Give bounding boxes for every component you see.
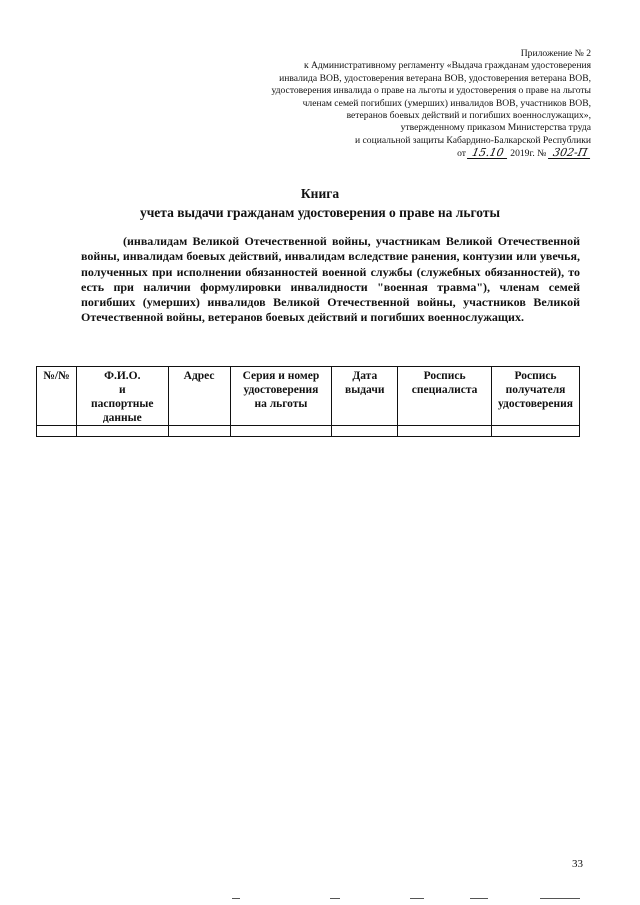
header-certificate-label: Серия и номер удостоверения на льготы (242, 370, 320, 410)
scan-artifact (410, 898, 424, 899)
page-number: 33 (572, 858, 583, 870)
scan-artifact (330, 898, 340, 899)
column-header-name (76, 367, 168, 426)
table-cell (398, 426, 492, 437)
table-cell (230, 426, 332, 437)
column-header-date (332, 367, 398, 426)
header-name-label: Ф.И.О. и паспортные данные (91, 370, 154, 424)
table-cell (332, 426, 398, 437)
header-recipient-label: Роспись получателя удостоверения (498, 370, 573, 410)
column-header-recipient-signature (492, 367, 580, 426)
table-cell (37, 426, 77, 437)
ledger-table (36, 366, 580, 437)
table-cell (492, 426, 580, 437)
column-header-address (168, 367, 230, 426)
table-cell (76, 426, 168, 437)
appendix-line: удостоверения инвалида о праве на льготы и удостоверения о праве на льготы (271, 85, 591, 97)
appendix-line: и социальной защиты Кабардино-Балкарской Республики (354, 134, 591, 146)
scan-artifact (232, 898, 240, 899)
table-row (37, 426, 580, 437)
appendix-line: к Административному регламенту «Выдача гражданам удостоверения (303, 60, 591, 72)
appendix-line: Приложение № 2 (520, 48, 591, 59)
scan-artifact (470, 898, 488, 899)
scan-artifact (540, 898, 580, 899)
appendix-line: инвалида ВОВ, удостоверения ветерана ВОВ, удостоверения ветерана ВОВ, (279, 72, 591, 84)
handwritten-number: 302-П (548, 147, 592, 159)
table-cell (168, 426, 230, 437)
document-title: Книга (300, 186, 340, 201)
header-address-label: Адрес (183, 370, 215, 382)
header-number-label: №/№ (43, 370, 70, 382)
approval-prefix: от (457, 148, 466, 160)
document-subtitle: учета выдачи гражданам удостоверения о праве на льготы (139, 205, 501, 220)
appendix-header (171, 48, 591, 161)
column-header-specialist-signature (398, 367, 492, 426)
handwritten-date: 15.10 (467, 147, 509, 159)
appendix-line: членам семей погибших (умерших) инвалидов ВОВ, участников ВОВ, (302, 97, 591, 109)
column-header-certificate (230, 367, 332, 426)
appendix-line: утвержденному приказом Министерства труда (400, 122, 591, 134)
appendix-line: ветеранов боевых действий и погибших военнослужащих», (346, 110, 591, 122)
column-header-number (37, 367, 77, 426)
header-date-label: Дата выдачи (345, 370, 385, 396)
approval-line (171, 147, 591, 160)
intro-paragraph: (инвалидам Великой Отечественной войны, участникам Великой Отечественной войны, инвалидам боевых действий, инвалидам вследствие ранения, контузии или увечья, полученных при исполнении обязанностей военной службы (служебных обязанностей), то есть при наличии формулировки инвалидности "военная травма"), членам семей погибших (умерших) инвалидов Великой Отечественной войны, участников Великой Отечественной войны, ветеранов боевых действий и погибших военнослужащих. (81, 234, 580, 325)
approval-year: 2019г. № (510, 148, 547, 160)
header-specialist-label: Роспись специалиста (411, 370, 478, 396)
table-header-row (37, 367, 580, 426)
